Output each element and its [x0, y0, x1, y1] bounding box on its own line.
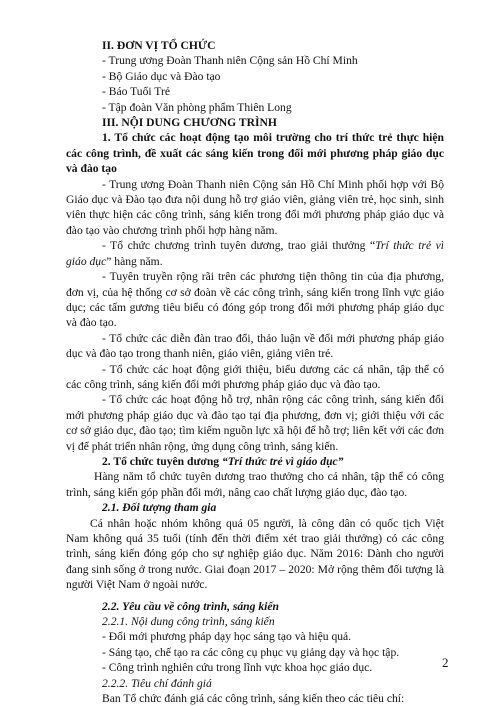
paragraph: Cá nhân hoặc nhóm không quá 05 người, là công dân có quốc tịch Việt Nam không quá 35 tuổi (tính đến thời điểm xét trao giải thưởng) có các công trình, sáng kiến đóng góp cho sự nghiệp giáo dục. Năm 2016: Dành cho người đang sinh sống ở trong nước. Giai đoạn 2017 – 2020: Mở rộng thêm đối tượng là người Việt Nam ở ngoài nước.	[66, 516, 444, 592]
subsection-heading-1: 1. Tổ chức các hoạt động tạo môi trường cho trí thức trẻ thực hiện các công trình, đề xuất các sáng kiến trong đổi mới phương pháp giáo dục và đào tạo	[66, 131, 444, 176]
list-item: - Đổi mới phương pháp dạy học sáng tạo và hiệu quả.	[102, 630, 352, 644]
subsection-heading-2-1: 2.1. Đối tượng tham gia	[102, 501, 217, 515]
paragraph: Ban Tổ chức đánh giá các công trình, sáng kiến theo các tiêu chí:	[102, 692, 405, 706]
award-name: “Trí thức trẻ vì giáo dục”	[221, 454, 344, 468]
paragraph: - Tổ chức các hoạt động giới thiệu, biểu dương các cá nhân, tập thể có các công trình, sáng kiến đổi mới phương pháp giáo dục và đào tạo.	[66, 362, 444, 391]
award-name: Trí thức trẻ vì giáo dục	[66, 239, 444, 268]
paragraph: - Tổ chức chương trình tuyên dương, trao giải thưởng “Trí thức trẻ vì giáo dục” hàng năm.	[66, 239, 444, 268]
paragraph: Hàng năm tổ chức tuyên dương trao thưởng cho cá nhân, tập thể có công trình, sáng kiến góp phần đổi mới, nâng cao chất lượng giáo dục, đào tạo.	[66, 470, 444, 499]
document-page	[66, 38, 444, 706]
list-item: - Công trình nghiên cứu trong lĩnh vực khoa học giáo dục.	[102, 661, 373, 675]
organizer-item: - Trung ương Đoàn Thanh niên Cộng sản Hồ Chí Minh	[102, 54, 358, 68]
paragraph: - Tổ chức các diễn đàn trao đổi, thảo luận về đổi mới phương pháp giáo dục và đào tạo trong thanh niên, giáo viên, giảng viên trẻ.	[66, 331, 444, 361]
list-item: - Sáng tạo, chế tạo ra các công cụ phục vụ giảng dạy và học tập.	[102, 645, 400, 659]
page-number: 2	[442, 655, 449, 670]
paragraph: - Trung ương Đoàn Thanh niên Cộng sản Hồ Chí Minh phối hợp với Bộ Giáo dục và Đào tạo đưa nội dung hỗ trợ giáo viên, giảng viên trẻ, học sinh, sinh viên thực hiện các công trình, sáng kiến trong đổi mới phương pháp giáo dục và đào tạo vào chương trình phối hợp hàng năm.	[66, 177, 444, 237]
section-heading-organizers: II. ĐƠN VỊ TỔ CHỨC	[102, 39, 216, 52]
organizer-item: - Báo Tuổi Trẻ	[102, 85, 170, 99]
section-heading-program: III. NỘI DUNG CHƯƠNG TRÌNH	[102, 116, 277, 130]
paragraph: - Tổ chức các hoạt động hỗ trợ, nhân rộng các công trình, sáng kiến đổi mới phương pháp giáo dục và đào tạo tại địa phương, đơn vị; giới thiệu với các cơ sở giáo dục, đào tạo; tìm kiếm nguồn lực xã hội để hỗ trợ; liên kết với các đơn vị để phát triển nhân rộng, ứng dụng công trình, sáng kiến.	[66, 393, 444, 453]
subsection-heading-2-2: 2.2. Yêu cầu về công trình, sáng kiến	[102, 599, 279, 613]
organizer-item: - Bộ Giáo dục và Đào tạo	[102, 69, 221, 83]
subsection-heading-2-2-1: 2.2.1. Nội dung công trình, sáng kiến	[102, 615, 275, 629]
subsection-heading-2-2-2: 2.2.2. Tiêu chí đánh giá	[102, 676, 212, 690]
organizer-item: - Tập đoàn Văn phòng phẩm Thiên Long	[102, 100, 292, 114]
subsection-heading-2: 2. Tổ chức tuyên dương “Trí thức trẻ vì giáo dục”	[102, 454, 344, 468]
paragraph: - Tuyên truyền rộng rãi trên các phương tiện thông tin của địa phương, đơn vị, của hệ thống cơ sở đoàn về các công trình, sáng kiến trong lĩnh vực giáo dục; các tấm gương tiêu biểu có đóng góp trong đổi mới phương pháp giáo dục và đào tạo.	[66, 270, 444, 330]
